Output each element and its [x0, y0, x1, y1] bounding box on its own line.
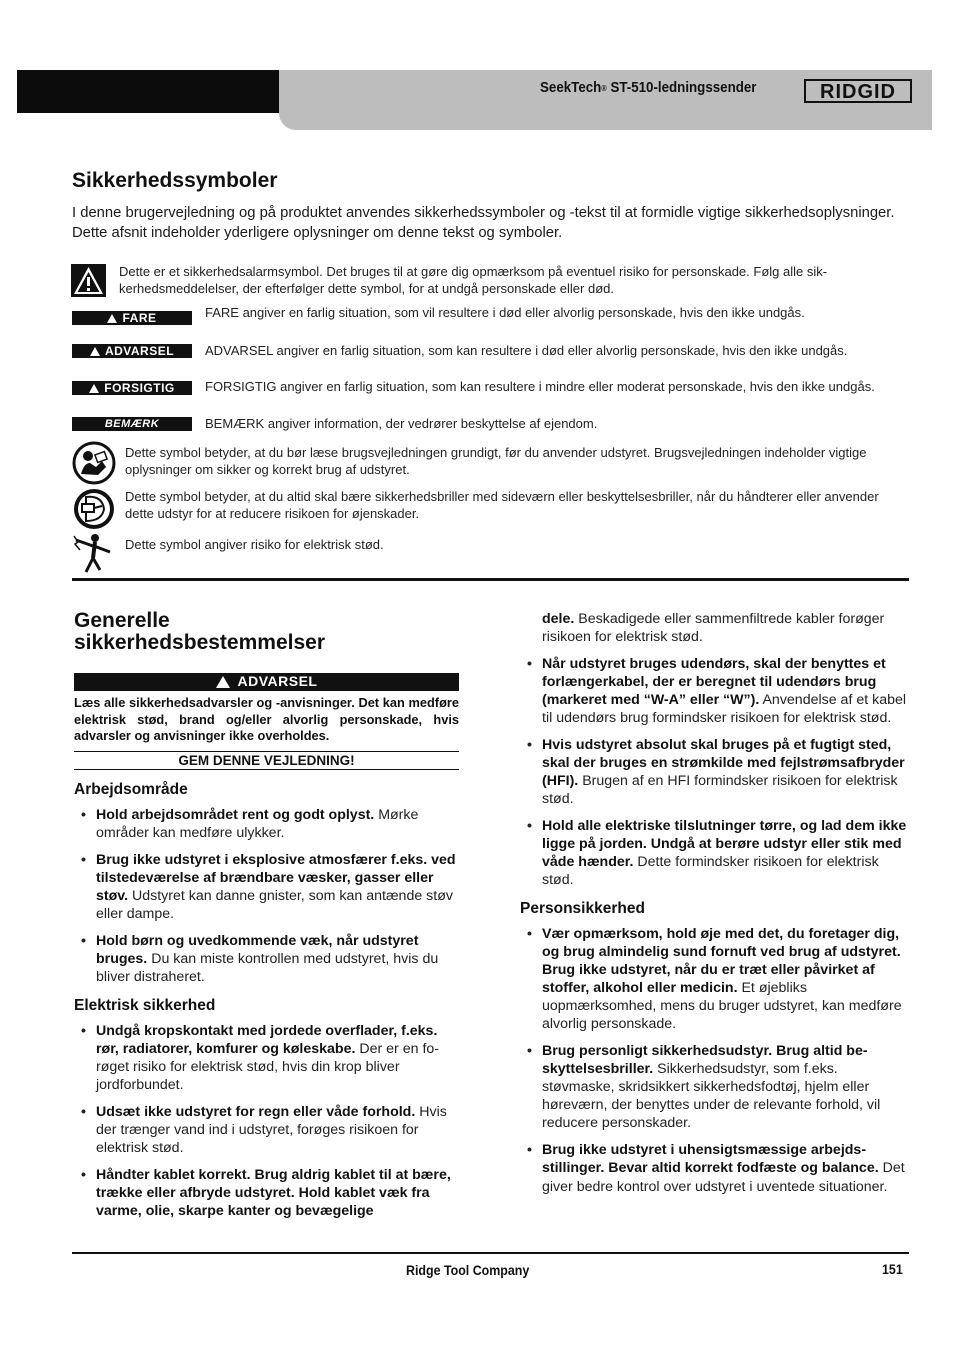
- list-item: • Hvis udstyret absolut skal bruges på et fugtigt sted, skal der bruges en strømkilde med fejlstrømsafbryder (HFI). Brugen af en HFI formindsker risikoen for elektrisk stød.: [520, 736, 909, 808]
- shock-symbol-text: Dette symbol angiver risiko for elektrisk stød.: [125, 537, 384, 552]
- list-item: • Hold arbejdsområdet rent og godt oplyst. Mørke områder kan medføre ulykker.: [74, 806, 459, 842]
- heading-personal-safety: Personsikkerhed: [520, 900, 645, 918]
- header-gray-curve: [279, 113, 932, 130]
- electrical-safety-list-cont: [520, 610, 909, 889]
- safety-alert-icon: [71, 264, 106, 297]
- signal-text-bemaerk: BEMÆRK angiver information, der vedrører beskyttelse af ejendom.: [205, 416, 598, 431]
- badge-bemaerk: BEMÆRK: [72, 417, 192, 431]
- list-item: • Hold alle elektriske tilslutninger tørre, og lad dem ikke ligge på jorden. Undgå at berøre udstyr eller stik med våde hænder. Dette formindsker risikoen for elektrisk stød.: [520, 817, 909, 889]
- alarm-symbol-text: Dette er et sikkerhedsalarmsymbol. Det bruges til at gøre dig opmærksom på eventuel risiko for personskade. Følg alle sikkerhedsmeddelelser, der efterfølger dette symbol, for at undgå personskade eller død.: [119, 264, 828, 296]
- read-manual-icon: [72, 441, 116, 485]
- section-title-safety-symbols: Sikkerhedssymboler: [72, 169, 278, 192]
- manual-symbol-text: Dette symbol betyder, at du bør læse brugsvejledningen grundigt, før du anvender udstyret. Brugsvejledningen indeholder vigtige oplysninger om sikker og korrekt brug af udstyret.: [125, 445, 867, 477]
- signal-text-forsigtig: FORSIGTIG angiver en farlig situation, som kan resultere i mindre eller moderat personskade, hvis den ikke undgås.: [205, 379, 875, 394]
- warning-triangle-icon: [216, 676, 230, 688]
- right-column: [520, 610, 909, 1205]
- warning-triangle-icon: [90, 347, 100, 356]
- badge-advarsel: ADVARSEL: [72, 344, 192, 358]
- list-item: • Vær opmærksom, hold øje med det, du foretager dig, og brug almindelig sund fornuft ved brug af udstyret. Brug ikke udstyret, når du er træt eller påvirket af stoffer, alkohol eller medicin. Et øjebliks uopmærksomhed, mens du bruger udstyret, kan medføre alvorlig personskade.: [520, 925, 909, 1033]
- header-black-bar: [17, 70, 279, 113]
- list-item: • Håndter kablet korrekt. Brug aldrig kablet til at bære, trække eller afbryde udstyret. Hold kablet væk fra varme, olie, skarpe kanter og bevægelige: [74, 1166, 459, 1220]
- warning-triangle-icon: [107, 314, 117, 323]
- ridgid-logo: [804, 79, 912, 103]
- warning-triangle-icon: [89, 384, 99, 393]
- list-item: • Når udstyret bruges udendørs, skal der benyttes et forlængerkabel, der er beregnet til udendørs brug (markeret med “W-A” eller “W”). Anvendelse af et kabel til udendørs brug formindsker risikoen for elektrisk stød.: [520, 655, 909, 727]
- badge-fare: FARE: [72, 311, 192, 325]
- svg-text:RIDGID: RIDGID: [820, 81, 896, 103]
- warning-box-header: ADVARSEL: [74, 673, 459, 691]
- intro-paragraph: I denne brugervejledning og på produktet anvendes sikkerhedssymboler og -tekst til at formidle vigtige sikkerhedsoplysninger. Dette afsnit indeholder yderligere oplysninger om denne tekst og symboler.: [72, 205, 895, 241]
- footer-company: Ridge Tool Company: [406, 1263, 530, 1278]
- heading-work-area: Arbejdsområde: [74, 780, 188, 798]
- save-instructions-label: GEM DENNE VEJLEDNING!: [74, 751, 459, 770]
- badge-forsigtig: FORSIGTIG: [72, 381, 192, 395]
- footer-rule: [72, 1252, 909, 1254]
- warning-box-text: Læs alle sikkerhedsadvarsler og -anvisninger. Det kan medføre elektrisk stød, brand og/eller alvorlig personskade, hvis advarsler og anvisninger ikke overholdes.: [74, 695, 459, 744]
- section-divider: [72, 578, 909, 581]
- page-number: 151: [882, 1262, 903, 1277]
- list-item: • Brug personligt sikkerhedsudstyr. Brug altid beskyttelsesbriller. Sikkerhedsudstyr, som f.eks. støvmaske, skridsikkert sikkerhedsfodtøj, hjelm eller høreværn, der benyttes under de relevante forhold, vil reducere personskader.: [520, 1042, 909, 1132]
- heading-electrical-safety: Elektrisk sikkerhed: [74, 996, 216, 1014]
- electrical-safety-list: [74, 1022, 459, 1220]
- signal-text-fare: FARE angiver en farlig situation, som vil resultere i død eller alvorlig personskade, hvis den ikke undgås.: [205, 305, 805, 320]
- list-item: • Brug ikke udstyret i eksplosive atmosfærer f.eks. ved tilstedeværelse af brændbare væsker, gasser eller støv. Udstyret kan danne gnister, som kan antænde støv eller dampe.: [74, 851, 459, 923]
- section-title-general-safety: Generelle sikkerhedsbestemmelser: [74, 609, 325, 655]
- list-item: • Hold børn og uvedkommende væk, når udstyret bruges. Du kan miste kontrollen med udstyret, hvis du bliver distraheret.: [74, 932, 459, 986]
- list-item: • Undgå kropskontakt med jordede overflader, f.eks. rør, radiatorer, komfurer og køleskabe. Der er en forøget risiko for elektrisk stød, hvis din krop bliver jordforbundet.: [74, 1022, 459, 1094]
- list-item-continuation: dele. Beskadigede eller sammenfiltrede kabler forøger risikoen for elektrisk stød.: [542, 611, 885, 646]
- work-area-list: [74, 806, 459, 986]
- goggles-symbol-text: Dette symbol betyder, at du altid skal bære sikkerhedsbriller med sideværn eller beskyttelsesbriller, når du håndterer eller anvender dette udstyr for at reducere risikoen for øjenskader.: [125, 489, 879, 521]
- left-column: [74, 673, 459, 1229]
- list-item: • Brug ikke udstyret i uhensigtsmæssige arbejdsstillinger. Bevar altid korrekt fodfæste og balance. Det giver bedre kontrol over udstyret i uventede situationer.: [520, 1141, 909, 1195]
- personal-safety-list: [520, 925, 909, 1195]
- safety-goggles-icon: [72, 487, 116, 531]
- list-item: • Udsæt ikke udstyret for regn eller våde forhold. Hvis der trænger vand ind i udstyret, forøges risikoen for elektrisk stød.: [74, 1103, 459, 1157]
- electric-shock-icon: [72, 532, 116, 574]
- signal-text-advarsel: ADVARSEL angiver en farlig situation, som kan resultere i død eller alvorlig personskade, hvis den ikke undgås.: [205, 343, 848, 358]
- header-product-title: SeekTech® ST-510-ledningssender: [540, 80, 757, 96]
